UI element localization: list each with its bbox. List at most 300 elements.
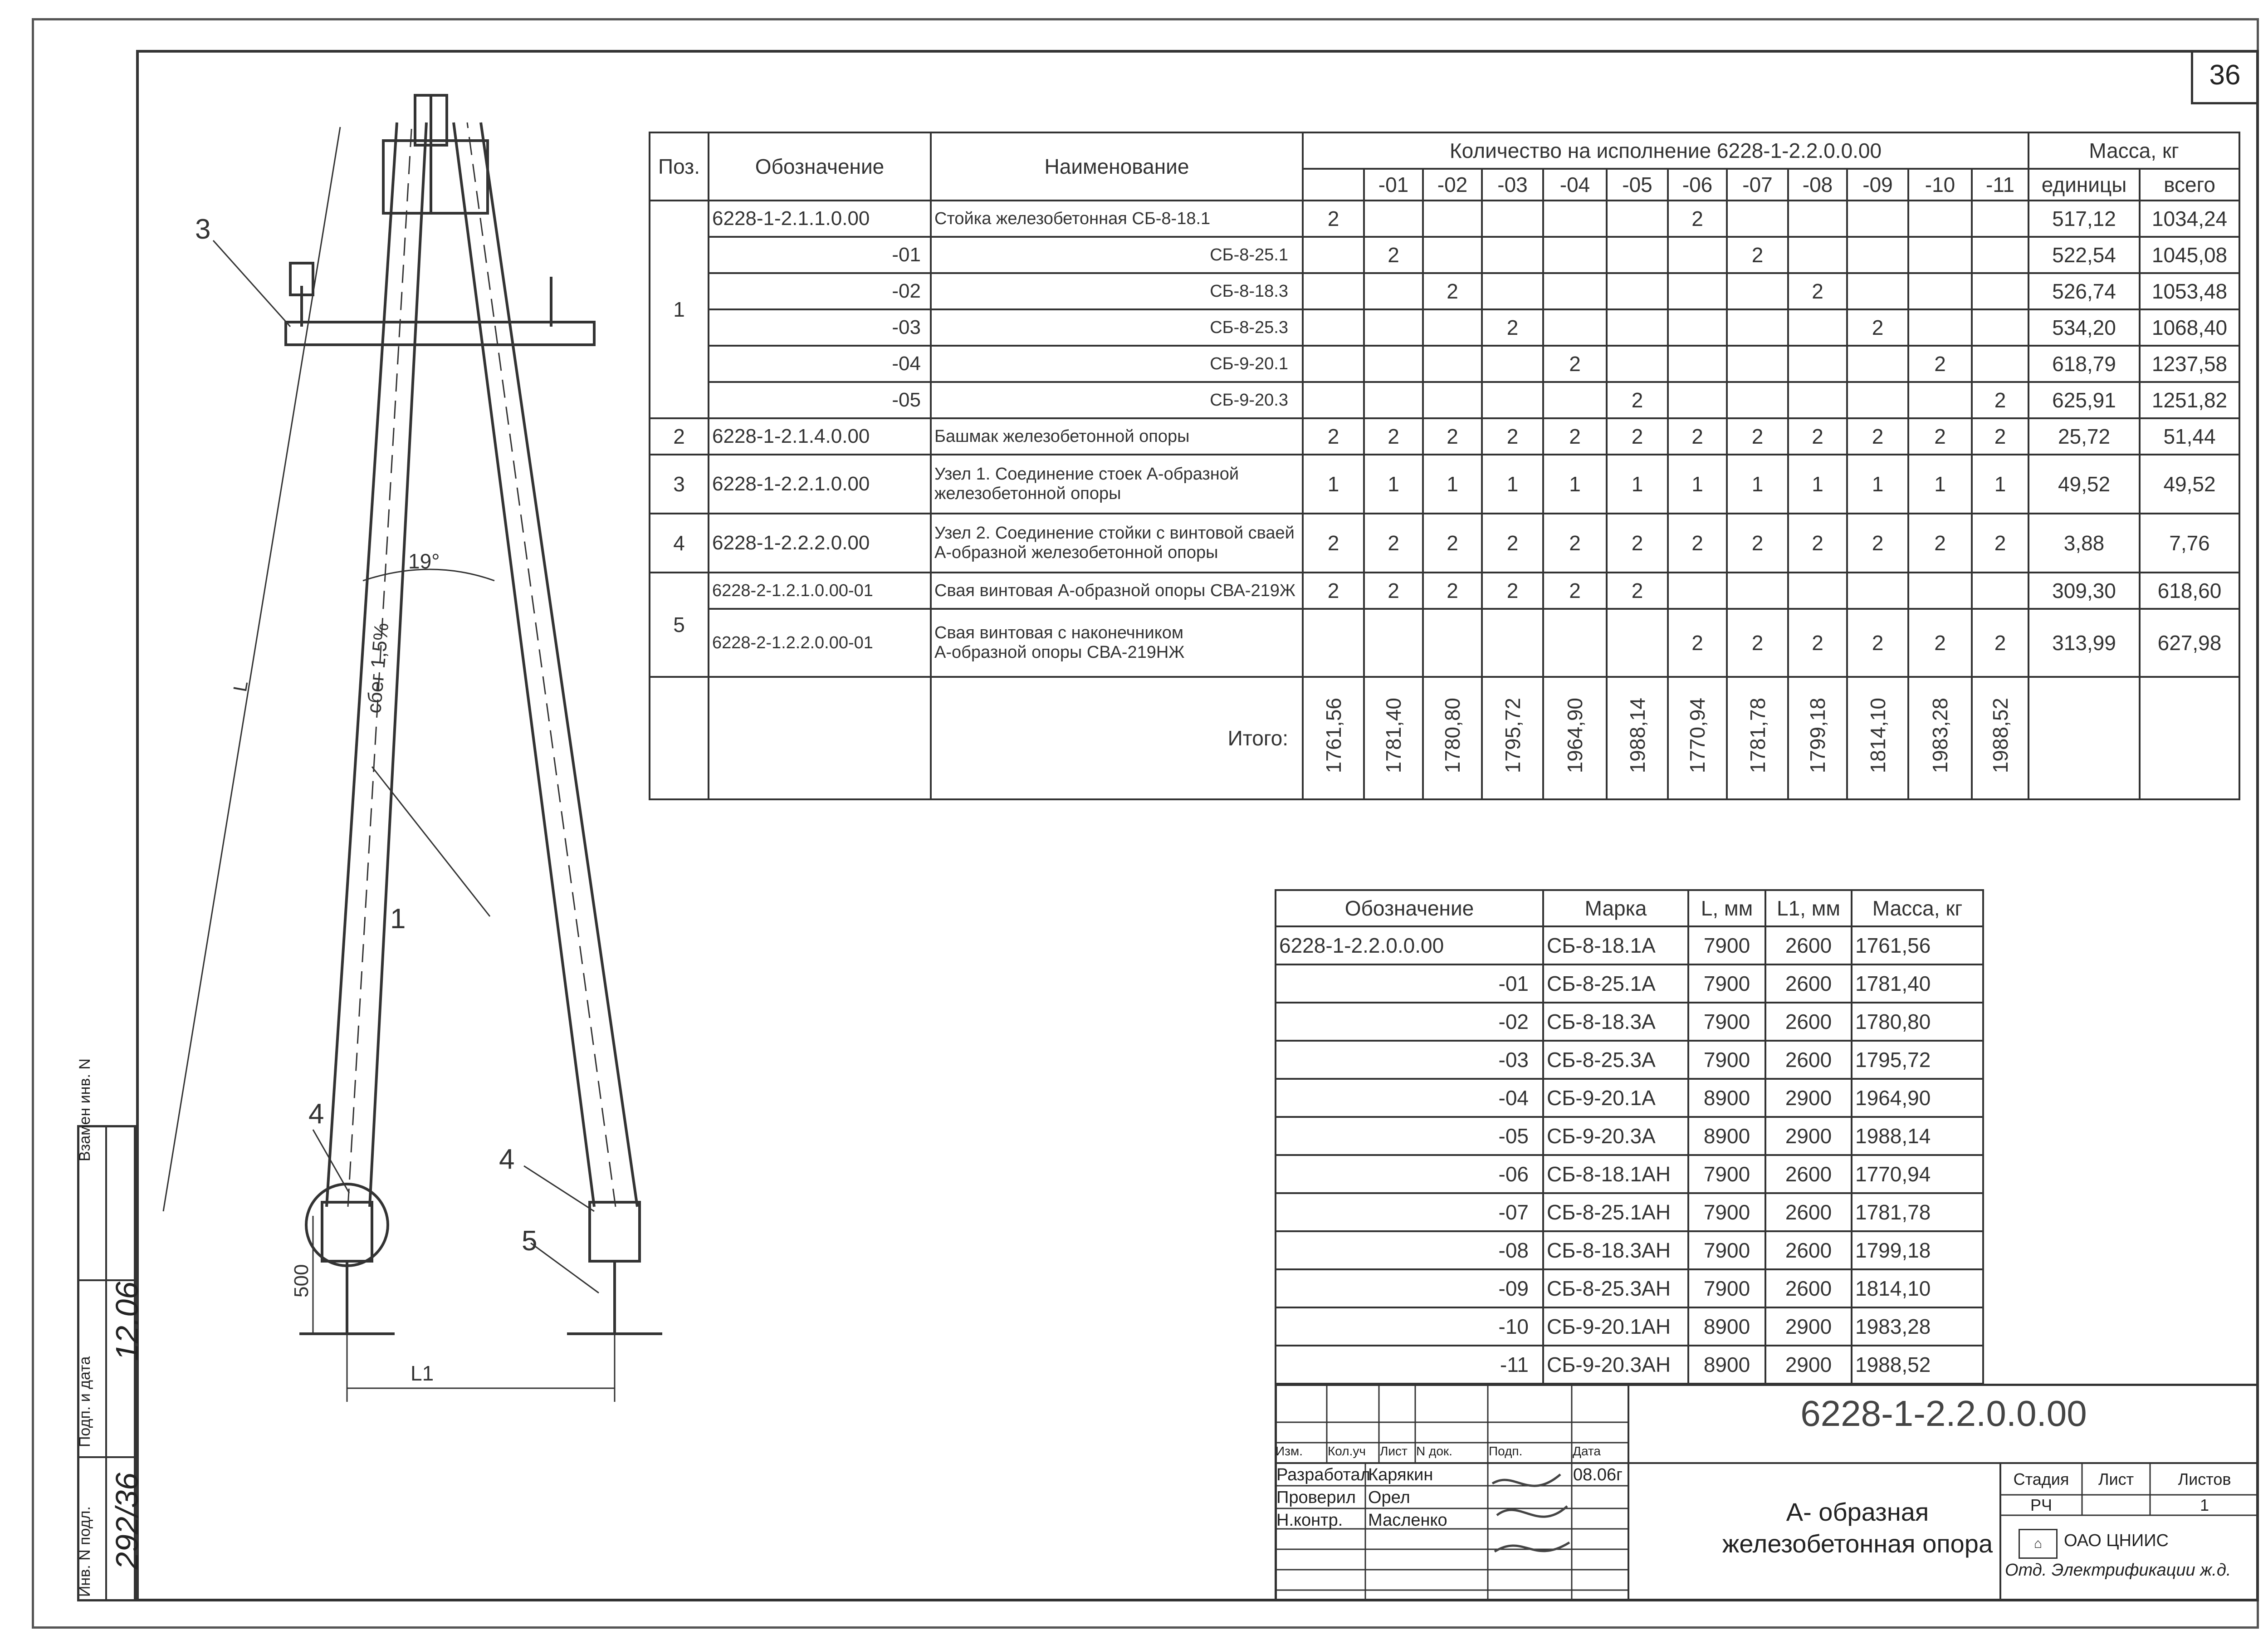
total-cell: 1988,52 <box>1972 677 2028 799</box>
marks-mark: СБ-8-25.1АН <box>1543 1193 1688 1231</box>
marks-mark: СБ-8-18.3А <box>1543 1003 1688 1041</box>
marks-designation: -02 <box>1276 1003 1543 1041</box>
spec-qty <box>1668 309 1727 346</box>
marks-mark: СБ-9-20.1АН <box>1543 1307 1688 1346</box>
spec-qty <box>1788 573 1847 609</box>
spec-qty <box>1543 609 1607 677</box>
spec-mass-unit: 309,30 <box>2028 573 2140 609</box>
spec-qty <box>1668 346 1727 382</box>
variant-header: -01 <box>1364 169 1423 201</box>
spec-designation: -05 <box>709 382 931 418</box>
spec-qty <box>1668 382 1727 418</box>
spec-qty <box>1668 273 1727 309</box>
spec-qty: 2 <box>1364 418 1423 455</box>
spec-qty <box>1364 346 1423 382</box>
side-stamp-sign-value: 12.06 <box>109 1281 145 1361</box>
marks-header-mass: Масса, кг <box>1852 890 1983 926</box>
marks-designation: -06 <box>1276 1155 1543 1193</box>
spec-mass-total: 618,60 <box>2140 573 2239 609</box>
spec-qty <box>1727 346 1788 382</box>
spec-mass-total: 7,76 <box>2140 514 2239 573</box>
spec-pos: 5 <box>650 573 709 677</box>
spec-qty <box>1482 609 1543 677</box>
title-block-col-header: Кол.уч <box>1328 1444 1366 1458</box>
sheet-label: Лист <box>2098 1470 2134 1488</box>
marks-L1: 2900 <box>1765 1346 1852 1384</box>
total-cell: 1761,56 <box>1303 677 1364 799</box>
spec-qty: 2 <box>1482 309 1543 346</box>
spec-pos: 3 <box>650 455 709 514</box>
title-block-col-header: N док. <box>1416 1444 1452 1458</box>
totals-mass-total <box>2140 677 2239 799</box>
spec-qty: 1 <box>1607 455 1668 514</box>
title-block-col-header: Изм. <box>1276 1444 1303 1458</box>
marks-mark: СБ-9-20.3АН <box>1543 1346 1688 1384</box>
spec-name <box>931 418 1303 455</box>
dim-L-label: L <box>229 679 252 694</box>
spec-row <box>650 237 2239 273</box>
marks-mass: 1964,90 <box>1852 1079 1983 1117</box>
spec-qty <box>1482 382 1543 418</box>
marks-designation: -10 <box>1276 1307 1543 1346</box>
title-block-person: Масленко <box>1368 1511 1447 1530</box>
spec-mass-unit: 517,12 <box>2028 201 2140 237</box>
side-stamp-inv-value: 292/36 <box>109 1472 145 1570</box>
doc-code: 6228-1-2.2.0.0.00 <box>1800 1393 2087 1434</box>
spec-qty <box>1543 201 1607 237</box>
left-foot-shoe <box>322 1202 372 1261</box>
marks-L1: 2600 <box>1765 926 1852 964</box>
marks-row <box>1276 926 1983 964</box>
marks-designation: -03 <box>1276 1041 1543 1079</box>
spec-mass-unit: 618,79 <box>2028 346 2140 382</box>
marks-L: 8900 <box>1688 1307 1765 1346</box>
marks-row <box>1276 1041 1983 1079</box>
total-cell: 1964,90 <box>1543 677 1607 799</box>
callout-4-right: 4 <box>499 1144 515 1175</box>
spec-qty: 2 <box>1364 237 1423 273</box>
spec-qty <box>1423 382 1482 418</box>
marks-header-des: Обозначение <box>1276 890 1543 926</box>
marks-mass: 1781,40 <box>1852 964 1983 1003</box>
spec-qty: 2 <box>1908 346 1972 382</box>
spec-qty: 2 <box>1303 201 1364 237</box>
marks-L: 7900 <box>1688 1193 1765 1231</box>
spec-qty <box>1908 273 1972 309</box>
spec-pos: 4 <box>650 514 709 573</box>
spec-row <box>650 514 2239 573</box>
spec-qty: 2 <box>1543 573 1607 609</box>
spec-qty: 2 <box>1607 573 1668 609</box>
spec-qty: 2 <box>1908 514 1972 573</box>
spec-mass-unit: 522,54 <box>2028 237 2140 273</box>
spec-name <box>931 346 1303 382</box>
marks-row <box>1276 1079 1983 1117</box>
callout-5: 5 <box>522 1225 538 1257</box>
spec-name <box>931 573 1303 609</box>
header-qty-title: Количество на исполнение 6228-1-2.2.0.0.00 <box>1303 132 2028 169</box>
spec-qty <box>1908 382 1972 418</box>
header-mass-unit: единицы <box>2028 169 2140 201</box>
marks-mark: СБ-8-18.1А <box>1543 926 1688 964</box>
spec-qty: 2 <box>1607 382 1668 418</box>
spec-name <box>931 273 1303 309</box>
spec-qty: 2 <box>1364 514 1423 573</box>
spec-qty: 2 <box>1668 514 1727 573</box>
total-cell: 1814,10 <box>1847 677 1908 799</box>
org-line-2: Отд. Электрификации ж.д. <box>2005 1561 2231 1580</box>
marks-mark: СБ-9-20.1А <box>1543 1079 1688 1117</box>
spec-qty: 1 <box>1972 455 2028 514</box>
spec-qty <box>1847 573 1908 609</box>
spec-table-body <box>650 201 2239 677</box>
spec-qty <box>1303 346 1364 382</box>
variant-header: -06 <box>1668 169 1727 201</box>
spec-qty <box>1847 346 1908 382</box>
spec-qty <box>1482 237 1543 273</box>
spec-qty <box>1788 309 1847 346</box>
spec-qty <box>1847 237 1908 273</box>
spec-qty: 1 <box>1423 455 1482 514</box>
spec-row <box>650 382 2239 418</box>
spec-qty: 1 <box>1788 455 1847 514</box>
variant-header: -02 <box>1423 169 1482 201</box>
spec-qty: 2 <box>1972 609 2028 677</box>
marks-row <box>1276 1193 1983 1231</box>
right-leg-center <box>467 122 616 1207</box>
header-mass-total: всего <box>2140 169 2239 201</box>
spec-qty: 2 <box>1482 573 1543 609</box>
stage-value: РЧ <box>2030 1496 2052 1514</box>
right-leg-inner <box>454 122 594 1207</box>
marks-designation: -07 <box>1276 1193 1543 1231</box>
callout-4-left: 4 <box>308 1098 324 1130</box>
spec-designation: 6228-1-2.1.4.0.00 <box>709 418 931 455</box>
marks-table-body <box>1276 926 1983 1384</box>
spec-qty: 2 <box>1788 418 1847 455</box>
spec-qty: 2 <box>1788 609 1847 677</box>
angle-label: 19° <box>408 549 440 573</box>
spec-qty <box>1727 273 1788 309</box>
spec-row <box>650 609 2239 677</box>
title-block-role: Проверил <box>1276 1488 1356 1507</box>
spec-name-line: СБ-8-18.3 <box>1210 281 1288 301</box>
marks-designation: -01 <box>1276 964 1543 1003</box>
variant-header: -08 <box>1788 169 1847 201</box>
spec-qty: 1 <box>1908 455 1972 514</box>
spec-qty: 2 <box>1543 418 1607 455</box>
spec-qty <box>1423 309 1482 346</box>
marks-L1: 2900 <box>1765 1079 1852 1117</box>
spec-qty <box>1908 201 1972 237</box>
spec-qty: 2 <box>1847 309 1908 346</box>
spec-qty <box>1364 273 1423 309</box>
spec-qty <box>1423 609 1482 677</box>
marks-L1: 2600 <box>1765 1231 1852 1269</box>
stage-label: Стадия <box>2013 1470 2069 1488</box>
spec-designation: -02 <box>709 273 931 309</box>
marks-designation: -08 <box>1276 1231 1543 1269</box>
spec-designation: -01 <box>709 237 931 273</box>
spec-name-line: Стойка железобетонная СБ-8-18.1 <box>934 209 1211 228</box>
spec-qty: 2 <box>1543 514 1607 573</box>
spec-qty: 2 <box>1423 514 1482 573</box>
spec-qty: 2 <box>1423 573 1482 609</box>
marks-header-L: L, мм <box>1688 890 1765 926</box>
spec-name <box>931 309 1303 346</box>
spec-designation: -03 <box>709 309 931 346</box>
spec-qty <box>1607 237 1668 273</box>
total-cell: 1770,94 <box>1668 677 1727 799</box>
spec-designation: 6228-1-2.2.1.0.00 <box>709 455 931 514</box>
spec-qty <box>1303 382 1364 418</box>
spec-qty <box>1423 201 1482 237</box>
variant-header: -10 <box>1908 169 1972 201</box>
spec-qty <box>1788 346 1847 382</box>
marks-L1: 2600 <box>1765 964 1852 1003</box>
total-cell: 1781,40 <box>1364 677 1423 799</box>
spec-mass-total: 1237,58 <box>2140 346 2239 382</box>
spec-qty <box>1543 309 1607 346</box>
spec-name-line-2: железобетонной опоры <box>934 484 1121 503</box>
spec-mass-total: 1034,24 <box>2140 201 2239 237</box>
total-cell: 1988,14 <box>1607 677 1668 799</box>
spec-qty <box>1364 201 1423 237</box>
spec-qty <box>1482 346 1543 382</box>
spec-name <box>931 514 1303 573</box>
marks-mass: 1799,18 <box>1852 1231 1983 1269</box>
marks-L1: 2600 <box>1765 1003 1852 1041</box>
spec-pos: 2 <box>650 418 709 455</box>
spec-qty: 2 <box>1847 514 1908 573</box>
marks-row <box>1276 1346 1983 1384</box>
spec-name-line: СБ-9-20.1 <box>1210 354 1288 373</box>
spec-qty: 2 <box>1727 514 1788 573</box>
right-leg-outer <box>481 122 637 1207</box>
totals-des <box>709 677 931 799</box>
title-line-1: А- образная <box>1786 1498 1929 1526</box>
marks-row <box>1276 1003 1983 1041</box>
total-cell: 1983,28 <box>1908 677 1972 799</box>
spec-qty: 2 <box>1423 418 1482 455</box>
spec-qty <box>1607 201 1668 237</box>
spec-mass-unit: 526,74 <box>2028 273 2140 309</box>
spec-mass-unit: 534,20 <box>2028 309 2140 346</box>
title-block-col-header: Дата <box>1573 1444 1601 1458</box>
org-logo-icon: ⌂ <box>2019 1529 2058 1559</box>
marks-L1: 2600 <box>1765 1041 1852 1079</box>
right-foot-shoe <box>590 1202 640 1261</box>
marks-row <box>1276 964 1983 1003</box>
variant-header <box>1303 169 1364 201</box>
marks-table <box>1275 889 1984 1385</box>
org-line-1: ОАО ЦНИИС <box>2064 1531 2169 1550</box>
spec-qty: 2 <box>1607 514 1668 573</box>
sheet-number: 36 <box>2209 59 2241 91</box>
spec-qty <box>1788 382 1847 418</box>
spec-qty <box>1668 573 1727 609</box>
spec-mass-unit: 3,88 <box>2028 514 2140 573</box>
side-stamp-line-2 <box>77 1456 136 1458</box>
title-block-date: 08.06г <box>1573 1465 1623 1484</box>
marks-header-mark: Марка <box>1543 890 1688 926</box>
spec-qty: 2 <box>1303 573 1364 609</box>
totals-pos <box>650 677 709 799</box>
spec-qty <box>1607 273 1668 309</box>
marks-row <box>1276 1269 1983 1307</box>
spec-name-line: Свая винтовая с наконечником <box>934 623 1184 642</box>
spec-name-line: СБ-9-20.3 <box>1210 390 1288 410</box>
marks-mass: 1761,56 <box>1852 926 1983 964</box>
spec-qty <box>1727 201 1788 237</box>
spec-qty: 1 <box>1364 455 1423 514</box>
marks-L: 8900 <box>1688 1079 1765 1117</box>
spec-qty: 2 <box>1668 609 1727 677</box>
marks-L1: 2600 <box>1765 1193 1852 1231</box>
spec-qty <box>1908 573 1972 609</box>
variant-header: -03 <box>1482 169 1543 201</box>
marks-mass: 1781,78 <box>1852 1193 1983 1231</box>
marks-L1: 2900 <box>1765 1307 1852 1346</box>
spec-name-line-2: А-образной железобетонной опоры <box>934 543 1218 562</box>
marks-L: 8900 <box>1688 1346 1765 1384</box>
outer-contour-line <box>163 127 340 1211</box>
side-stamp-divider <box>105 1125 107 1601</box>
top-joint-plate <box>383 141 488 213</box>
spec-qty <box>1972 346 2028 382</box>
spec-qty: 2 <box>1423 273 1482 309</box>
marks-row <box>1276 1117 1983 1155</box>
spec-qty <box>1482 273 1543 309</box>
variant-header: -07 <box>1727 169 1788 201</box>
spec-qty: 2 <box>1482 418 1543 455</box>
marks-row <box>1276 1155 1983 1193</box>
spec-name-line: Узел 1. Соединение стоек А-образной <box>934 465 1239 484</box>
total-cell: 1799,18 <box>1788 677 1847 799</box>
spec-qty <box>1972 273 2028 309</box>
spec-qty <box>1727 382 1788 418</box>
spec-qty: 2 <box>1788 514 1847 573</box>
spec-qty <box>1364 609 1423 677</box>
spec-qty <box>1423 346 1482 382</box>
spec-mass-total: 51,44 <box>2140 418 2239 455</box>
marks-L: 7900 <box>1688 1041 1765 1079</box>
spec-qty <box>1482 201 1543 237</box>
spec-qty: 2 <box>1727 609 1788 677</box>
spec-qty <box>1847 382 1908 418</box>
spec-mass-unit: 25,72 <box>2028 418 2140 455</box>
spec-name <box>931 609 1303 677</box>
spec-mass-total: 1251,82 <box>2140 382 2239 418</box>
left-foot-detail <box>306 1184 388 1266</box>
side-stamp-inv-repl: Взамен инв. N <box>76 1058 93 1161</box>
spec-name-line-2: А-образной опоры СВА-219НЖ <box>934 643 1185 662</box>
spec-qty <box>1972 309 2028 346</box>
title-block-person: Орел <box>1368 1488 1410 1507</box>
spec-mass-total: 1053,48 <box>2140 273 2239 309</box>
spec-row <box>650 201 2239 237</box>
marks-mass: 1988,14 <box>1852 1117 1983 1155</box>
spec-qty: 2 <box>1972 382 2028 418</box>
spec-row <box>650 346 2239 382</box>
marks-mass: 1795,72 <box>1852 1041 1983 1079</box>
spec-qty <box>1364 382 1423 418</box>
spec-qty: 1 <box>1847 455 1908 514</box>
callout-3-leader <box>213 240 290 327</box>
spec-qty: 2 <box>1972 418 2028 455</box>
spec-qty <box>1303 309 1364 346</box>
spec-qty <box>1908 309 1972 346</box>
spec-row <box>650 309 2239 346</box>
marks-L1: 2600 <box>1765 1269 1852 1307</box>
spec-pos: 1 <box>650 201 709 418</box>
marks-row <box>1276 1307 1983 1346</box>
marks-mark: СБ-8-25.1А <box>1543 964 1688 1003</box>
spec-designation: -04 <box>709 346 931 382</box>
marks-mark: СБ-8-18.1АН <box>1543 1155 1688 1193</box>
marks-L: 7900 <box>1688 964 1765 1003</box>
spec-name <box>931 455 1303 514</box>
spec-qty: 1 <box>1543 455 1607 514</box>
spec-name-line: Свая винтовая А-образной опоры СВА-219Ж <box>934 581 1295 600</box>
marks-mark: СБ-8-25.3А <box>1543 1041 1688 1079</box>
spec-mass-unit: 313,99 <box>2028 609 2140 677</box>
spec-qty: 2 <box>1788 273 1847 309</box>
dim-500-label: 500 <box>290 1264 313 1297</box>
spec-qty: 2 <box>1908 609 1972 677</box>
spec-qty <box>1727 309 1788 346</box>
spec-qty: 2 <box>1303 418 1364 455</box>
spec-qty <box>1847 201 1908 237</box>
marks-designation: 6228-1-2.2.0.0.00 <box>1276 926 1543 964</box>
spec-qty <box>1364 309 1423 346</box>
spec-qty: 2 <box>1303 514 1364 573</box>
marks-L: 7900 <box>1688 1155 1765 1193</box>
spec-qty: 2 <box>1727 237 1788 273</box>
spec-qty <box>1423 237 1482 273</box>
marks-L: 7900 <box>1688 1003 1765 1041</box>
signatures-icon <box>1488 1465 1574 1574</box>
side-stamp-sign-date: Подп. и дата <box>76 1356 93 1447</box>
marks-header-L1: L1, мм <box>1765 890 1852 926</box>
marks-mass: 1988,52 <box>1852 1346 1983 1384</box>
marks-mark: СБ-8-25.3АН <box>1543 1269 1688 1307</box>
variant-header: -05 <box>1607 169 1668 201</box>
callout-4-right-leader <box>524 1166 594 1211</box>
marks-L: 7900 <box>1688 1269 1765 1307</box>
spec-qty <box>1543 273 1607 309</box>
sheets-label: Листов <box>2178 1470 2231 1488</box>
totals-row <box>650 677 2239 799</box>
spec-qty <box>1847 273 1908 309</box>
spec-qty <box>1908 237 1972 273</box>
marks-mark: СБ-9-20.3А <box>1543 1117 1688 1155</box>
specification-table <box>649 132 2240 800</box>
marks-mass: 1983,28 <box>1852 1307 1983 1346</box>
spec-mass-total: 1068,40 <box>2140 309 2239 346</box>
spec-qty <box>1788 201 1847 237</box>
spec-qty <box>1788 237 1847 273</box>
marks-row <box>1276 1231 1983 1269</box>
spec-qty <box>1607 609 1668 677</box>
spec-qty: 2 <box>1847 609 1908 677</box>
spec-row <box>650 455 2239 514</box>
header-name: Наименование <box>931 132 1303 201</box>
spec-qty: 2 <box>1668 201 1727 237</box>
header-pos: Поз. <box>650 132 709 201</box>
side-stamp-inv-orig: Инв. N подл. <box>76 1506 93 1597</box>
spec-designation: 6228-1-2.2.2.0.00 <box>709 514 931 573</box>
